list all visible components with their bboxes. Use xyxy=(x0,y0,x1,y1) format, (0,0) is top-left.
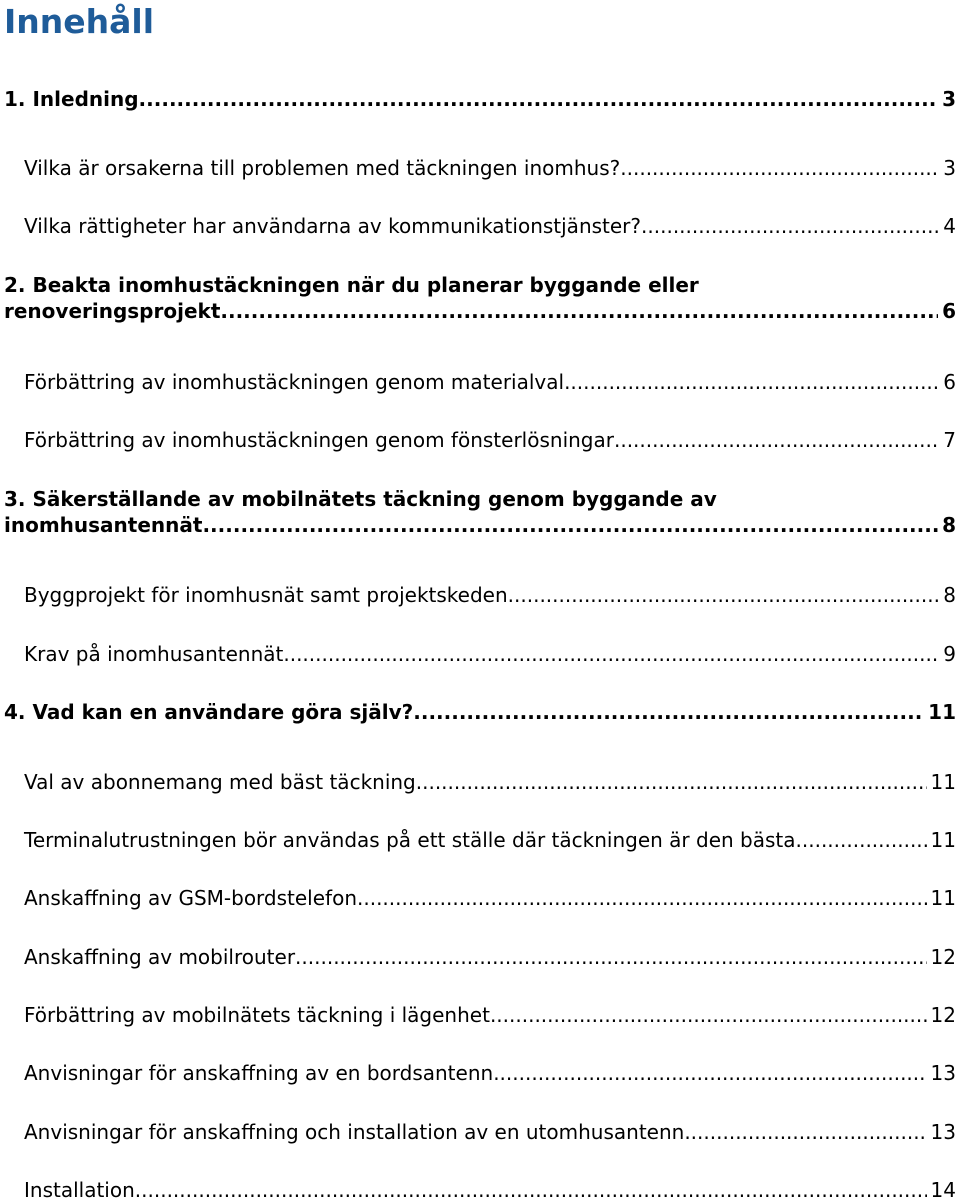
toc-entry-text: Vilka rättigheter har användarna av kommunikationstjänster? xyxy=(24,214,642,238)
dot-leader xyxy=(620,155,939,181)
toc-entry-text: Förbättring av inomhustäckningen genom materialval xyxy=(24,370,565,394)
toc-entry-text: Anvisningar för anskaffning av en bordsantenn xyxy=(24,1061,494,1085)
toc-entry-inledning[interactable] xyxy=(4,86,956,112)
dot-leader xyxy=(490,1002,927,1028)
toc-entry-abonnemang[interactable] xyxy=(24,769,956,795)
toc-entry-materialval[interactable] xyxy=(24,369,956,395)
toc-entry-sakerstallande[interactable] xyxy=(4,486,956,538)
toc-page-number: 14 xyxy=(930,1178,956,1202)
toc-page-number: 11 xyxy=(930,770,956,794)
dot-leader xyxy=(493,1060,926,1086)
toc-entry-utomhusantenn[interactable] xyxy=(24,1119,956,1145)
dot-leader xyxy=(614,427,939,453)
toc-page-number: 4 xyxy=(943,214,956,238)
toc-page-number: 3 xyxy=(942,87,956,111)
toc-entry-text: Anvisningar för anskaffning och installation av en utomhusantenn xyxy=(24,1120,685,1144)
toc-entry-orsakerna[interactable] xyxy=(24,155,956,181)
toc-entry-mobilrouter[interactable] xyxy=(24,944,956,970)
toc-entry-gsm-bordstelefon[interactable] xyxy=(24,885,956,911)
toc-entry-byggprojekt[interactable] xyxy=(24,582,956,608)
toc-page-number: 11 xyxy=(930,886,956,910)
toc-entry-text-line1: 3. Säkerställande av mobilnätets täckning genom byggande av xyxy=(4,487,717,511)
toc-page-number: 11 xyxy=(928,700,956,724)
toc-page-number: 8 xyxy=(942,513,956,537)
toc-entry-rattigheter[interactable] xyxy=(24,213,956,239)
toc-page-number: 13 xyxy=(930,1061,956,1085)
toc-entry-text: Terminalutrustningen bör användas på ett ställe där täckningen är den bästa xyxy=(24,828,796,852)
toc-entry-terminalutrustningen[interactable] xyxy=(24,827,956,853)
toc-page-number: 8 xyxy=(943,583,956,607)
toc-entry-anvandare[interactable] xyxy=(4,699,956,725)
toc-entry-beakta[interactable] xyxy=(4,272,956,324)
dot-leader xyxy=(413,699,924,725)
toc-entry-text: Förbättring av mobilnätets täckning i lägenhet xyxy=(24,1003,490,1027)
toc-entry-text: Anskaffning av mobilrouter xyxy=(24,945,296,969)
toc-entry-bordsantenn[interactable] xyxy=(24,1060,956,1086)
toc-page-number: 13 xyxy=(930,1120,956,1144)
toc-entry-installation[interactable] xyxy=(24,1177,956,1203)
toc-page-number: 9 xyxy=(943,642,956,666)
dot-leader xyxy=(135,1177,927,1203)
toc-entry-lagenhet[interactable] xyxy=(24,1002,956,1028)
toc-entry-text: Krav på inomhusantennät xyxy=(24,642,284,666)
toc-entry-text: Byggprojekt för inomhusnät samt projektskeden xyxy=(24,583,508,607)
toc-page-number: 3 xyxy=(943,156,956,180)
dot-leader xyxy=(641,213,939,239)
toc-entry-text: Val av abonnemang med bäst täckning xyxy=(24,770,416,794)
toc-title: Innehåll xyxy=(4,2,155,41)
dot-leader xyxy=(357,885,927,911)
dot-leader xyxy=(202,512,938,538)
dot-leader xyxy=(508,582,940,608)
toc-page-number: 12 xyxy=(930,1003,956,1027)
toc-entry-text: Vilka är orsakerna till problemen med täckningen inomhus? xyxy=(24,156,621,180)
toc-entry-text: 4. Vad kan en användare göra själv? xyxy=(4,700,414,724)
dot-leader xyxy=(283,641,939,667)
toc-entry-text: inomhusantennät xyxy=(4,513,203,537)
toc-entry-text-line1: 2. Beakta inomhustäckningen när du planerar byggande eller xyxy=(4,273,699,297)
toc-page-number: 6 xyxy=(942,299,956,323)
toc-entry-fonsterlosningar[interactable] xyxy=(24,427,956,453)
toc-page-number: 7 xyxy=(943,428,956,452)
toc-entry-text: 1. Inledning xyxy=(4,87,139,111)
dot-leader xyxy=(564,369,939,395)
toc-entry-text: renoveringsprojekt xyxy=(4,299,221,323)
dot-leader xyxy=(684,1119,926,1145)
toc-entry-text: Installation xyxy=(24,1178,135,1202)
toc-page-number: 11 xyxy=(930,828,956,852)
toc-page-number: 12 xyxy=(930,945,956,969)
dot-leader xyxy=(220,298,938,324)
dot-leader xyxy=(295,944,927,970)
dot-leader xyxy=(416,769,927,795)
toc-entry-text: Anskaffning av GSM-bordstelefon xyxy=(24,886,357,910)
toc-page-number: 6 xyxy=(943,370,956,394)
dot-leader xyxy=(796,827,927,853)
toc-entry-text: Förbättring av inomhustäckningen genom fönsterlösningar xyxy=(24,428,614,452)
dot-leader xyxy=(139,86,939,112)
toc-entry-krav[interactable] xyxy=(24,641,956,667)
